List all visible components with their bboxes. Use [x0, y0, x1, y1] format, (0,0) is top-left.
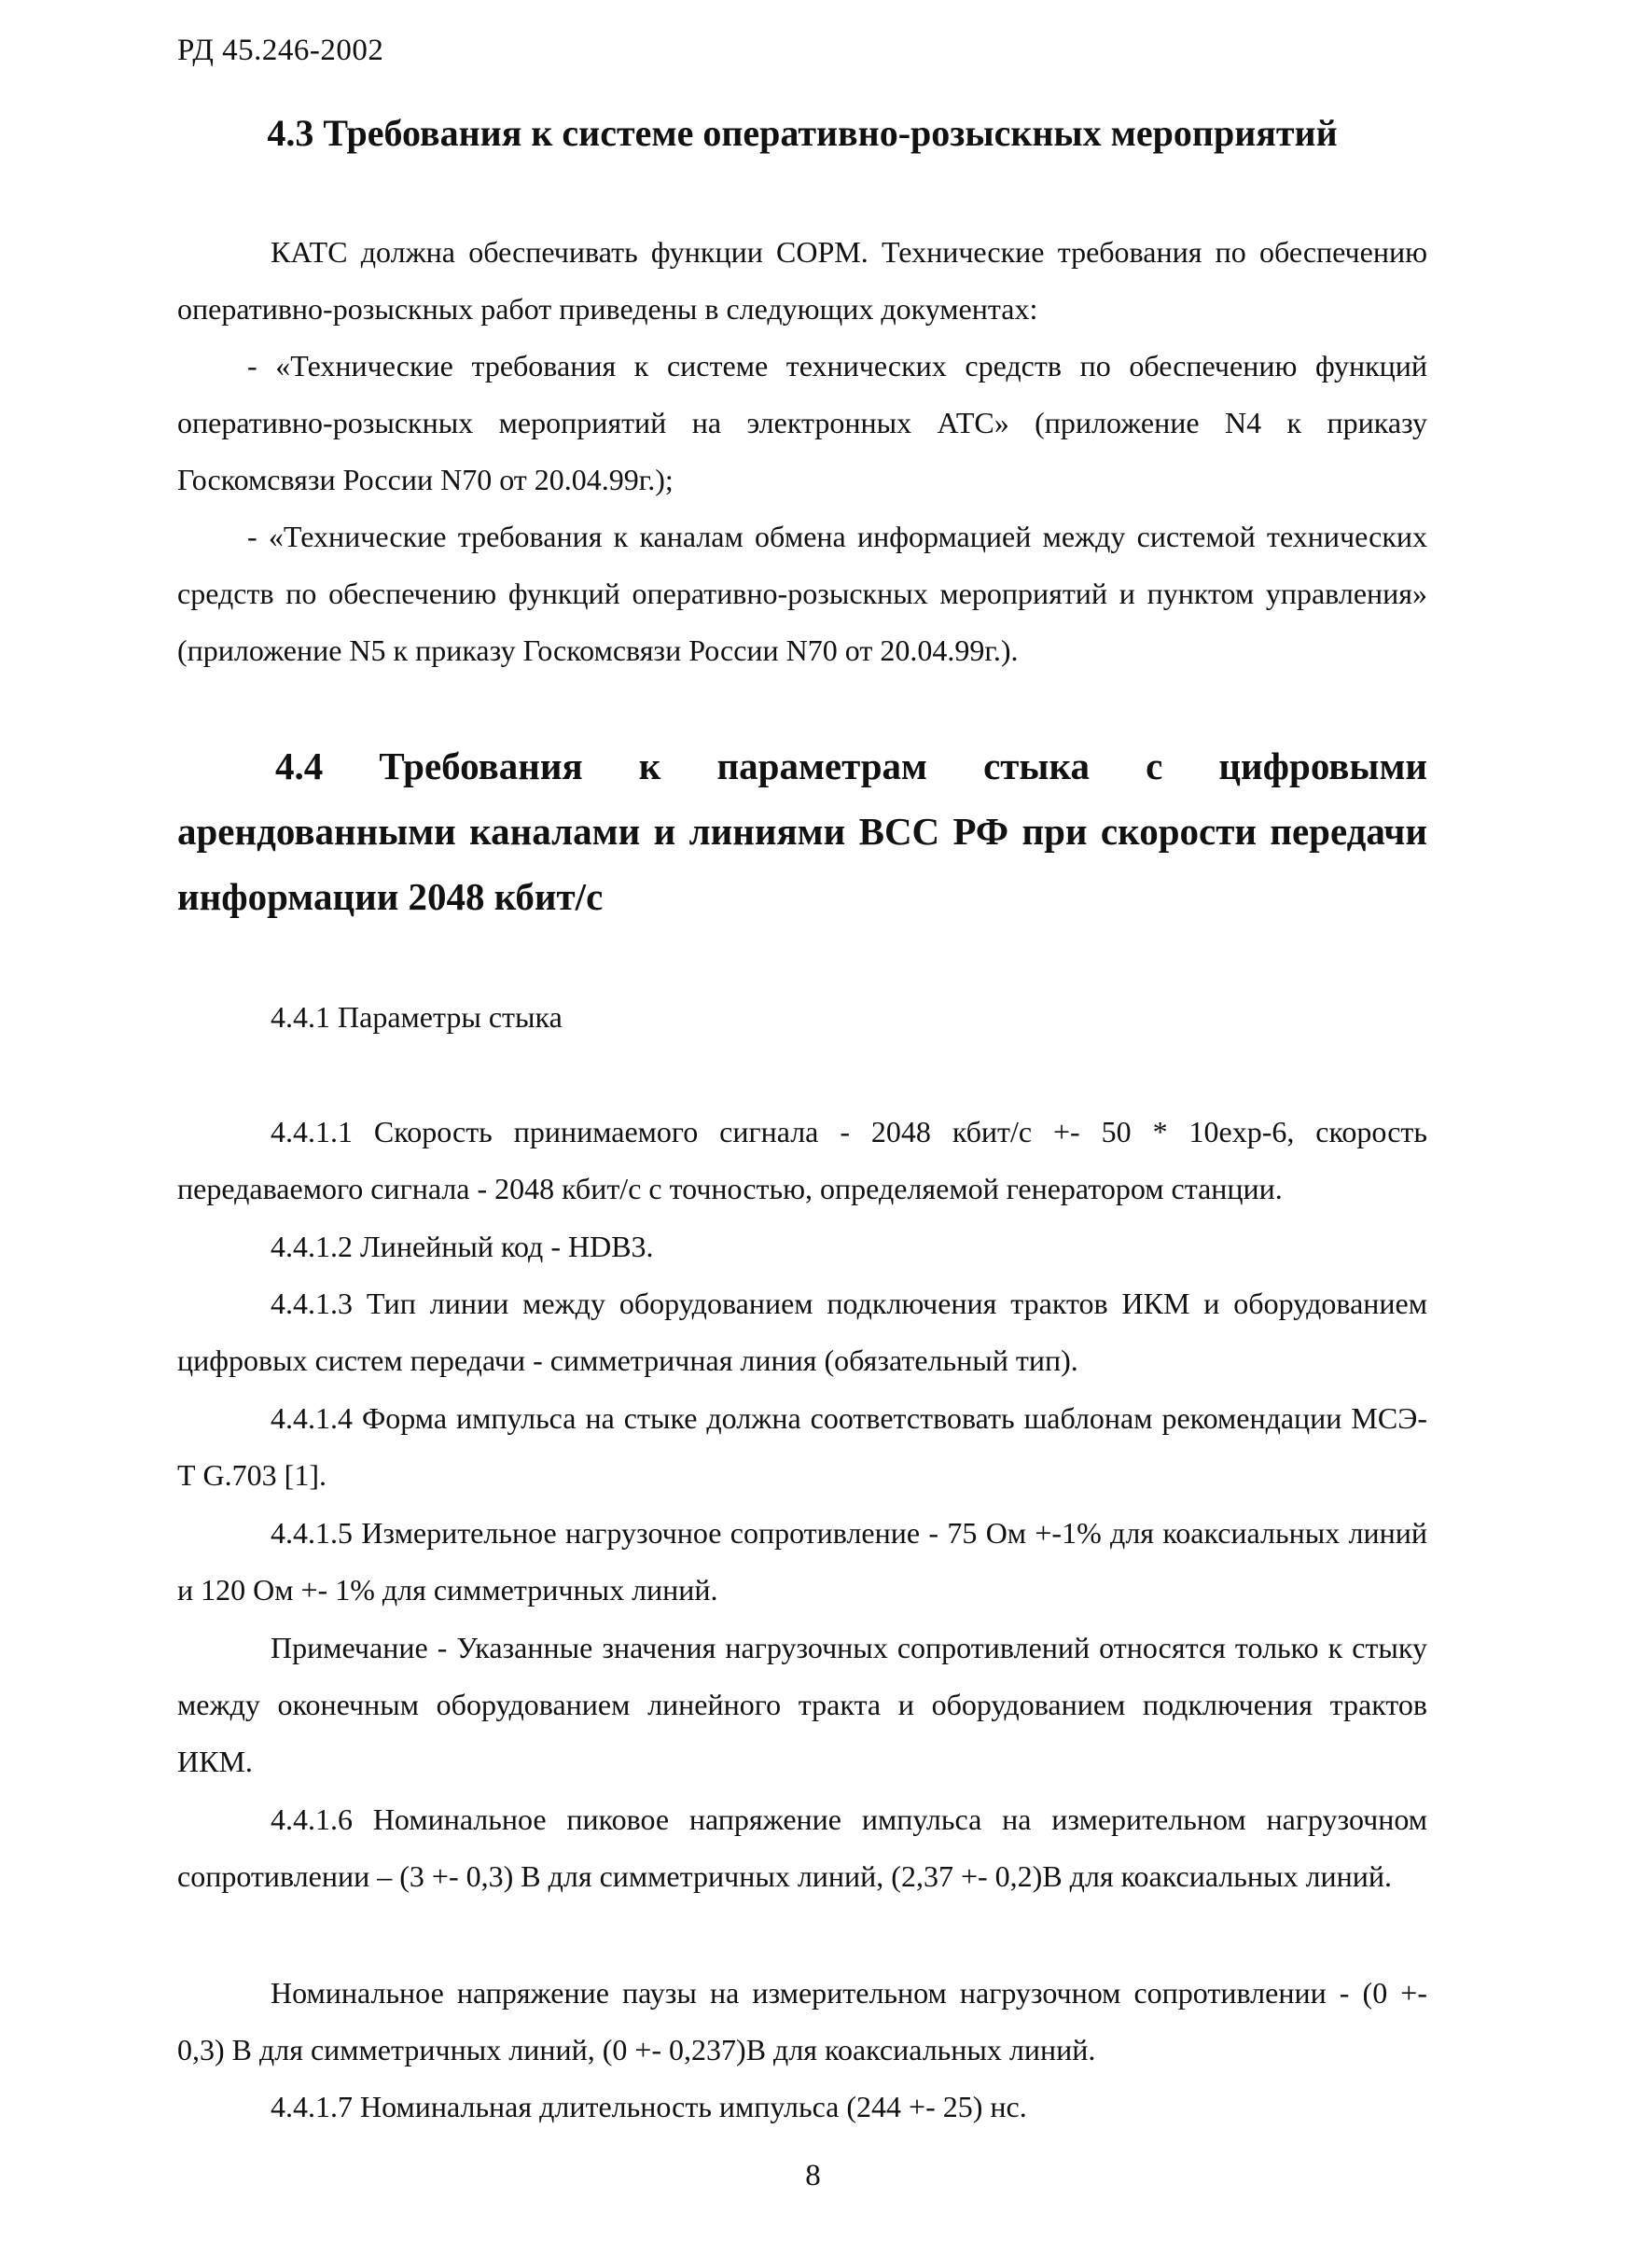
section-4-3-intro: КАТС должна обеспечивать функции СОРМ. Технические требования по обеспечению оперативно-розыскных работ приведены в следующих документах:	[177, 235, 1427, 326]
paragraph-4-4-1-2: 4.4.1.2 Линейный код - HDB3.	[271, 1230, 654, 1263]
section-4-3-item-1: - «Технические требования к системе технических средств по обеспечению функций оперативно-розыскных мероприятий на электронных АТС» (приложение N4 к приказу Госкомсвязи России N70 от 20.04.99г.);	[177, 349, 1427, 496]
paragraph-4-4-1-4: 4.4.1.4 Форма импульса на стыке должна соответствовать шаблонам рекомендации МСЭ-Т G.703 [1].	[177, 1401, 1427, 1492]
note-paragraph: Примечание - Указанные значения нагрузочных сопротивлений относятся только к стыку между оконечным оборудованием линейного тракта и оборудованием подключения трактов ИКМ.	[177, 1631, 1427, 1778]
paragraph-4-4-1-3: 4.4.1.3 Тип линии между оборудованием подключения трактов ИКМ и оборудованием цифровых систем передачи - симметричная линия (обязательный тип).	[177, 1287, 1427, 1377]
paragraph-4-4-1-7: 4.4.1.7 Номинальная длительность импульса (244 +- 25) нс.	[271, 2090, 1027, 2123]
section-4-4-heading: 4.4 Требования к параметрам стыка с цифровыми арендованными каналами и линиями ВСС РФ при скорости передачи информации 2048 кбит/с	[177, 744, 1427, 918]
page-number: 8	[805, 2159, 821, 2192]
paragraph-4-4-1-6: 4.4.1.6 Номинальное пиковое напряжение импульса на измерительном нагрузочном сопротивлении – (3 +- 0,3) В для симметричных линий, (2,37 +- 0,2)В для коаксиальных линий.	[177, 1802, 1427, 1893]
pause-voltage-paragraph: Номинальное напряжение паузы на измерительном нагрузочном сопротивлении - (0 +- 0,3) В для симметричных линий, (0 +- 0,237)В для коаксиальных линий.	[177, 1976, 1427, 2066]
section-4-3-item-2: - «Технические требования к каналам обмена информацией между системой технических средств по обеспечению функций оперативно-розыскных мероприятий и пунктом управления» (приложение N5 к приказу Госкомсвязи России N70 от 20.04.99г.).	[177, 520, 1427, 667]
section-4-3-heading: 4.3 Требования к системе оперативно-розыскных мероприятий	[267, 112, 1338, 154]
paragraph-4-4-1-1: 4.4.1.1 Скорость принимаемого сигнала - 2048 кбит/с +- 50 * 10exp-6, скорость передаваемого сигнала - 2048 кбит/с с точностью, определяемой генератором станции.	[177, 1115, 1427, 1205]
paragraph-4-4-1-5: 4.4.1.5 Измерительное нагрузочное сопротивление - 75 Ом +-1% для коаксиальных линий и 120 Ом +- 1% для симметричных линий.	[177, 1516, 1427, 1607]
subsection-4-4-1-title: 4.4.1 Параметры стыка	[271, 1000, 563, 1034]
document-code: РД 45.246-2002	[177, 34, 384, 67]
